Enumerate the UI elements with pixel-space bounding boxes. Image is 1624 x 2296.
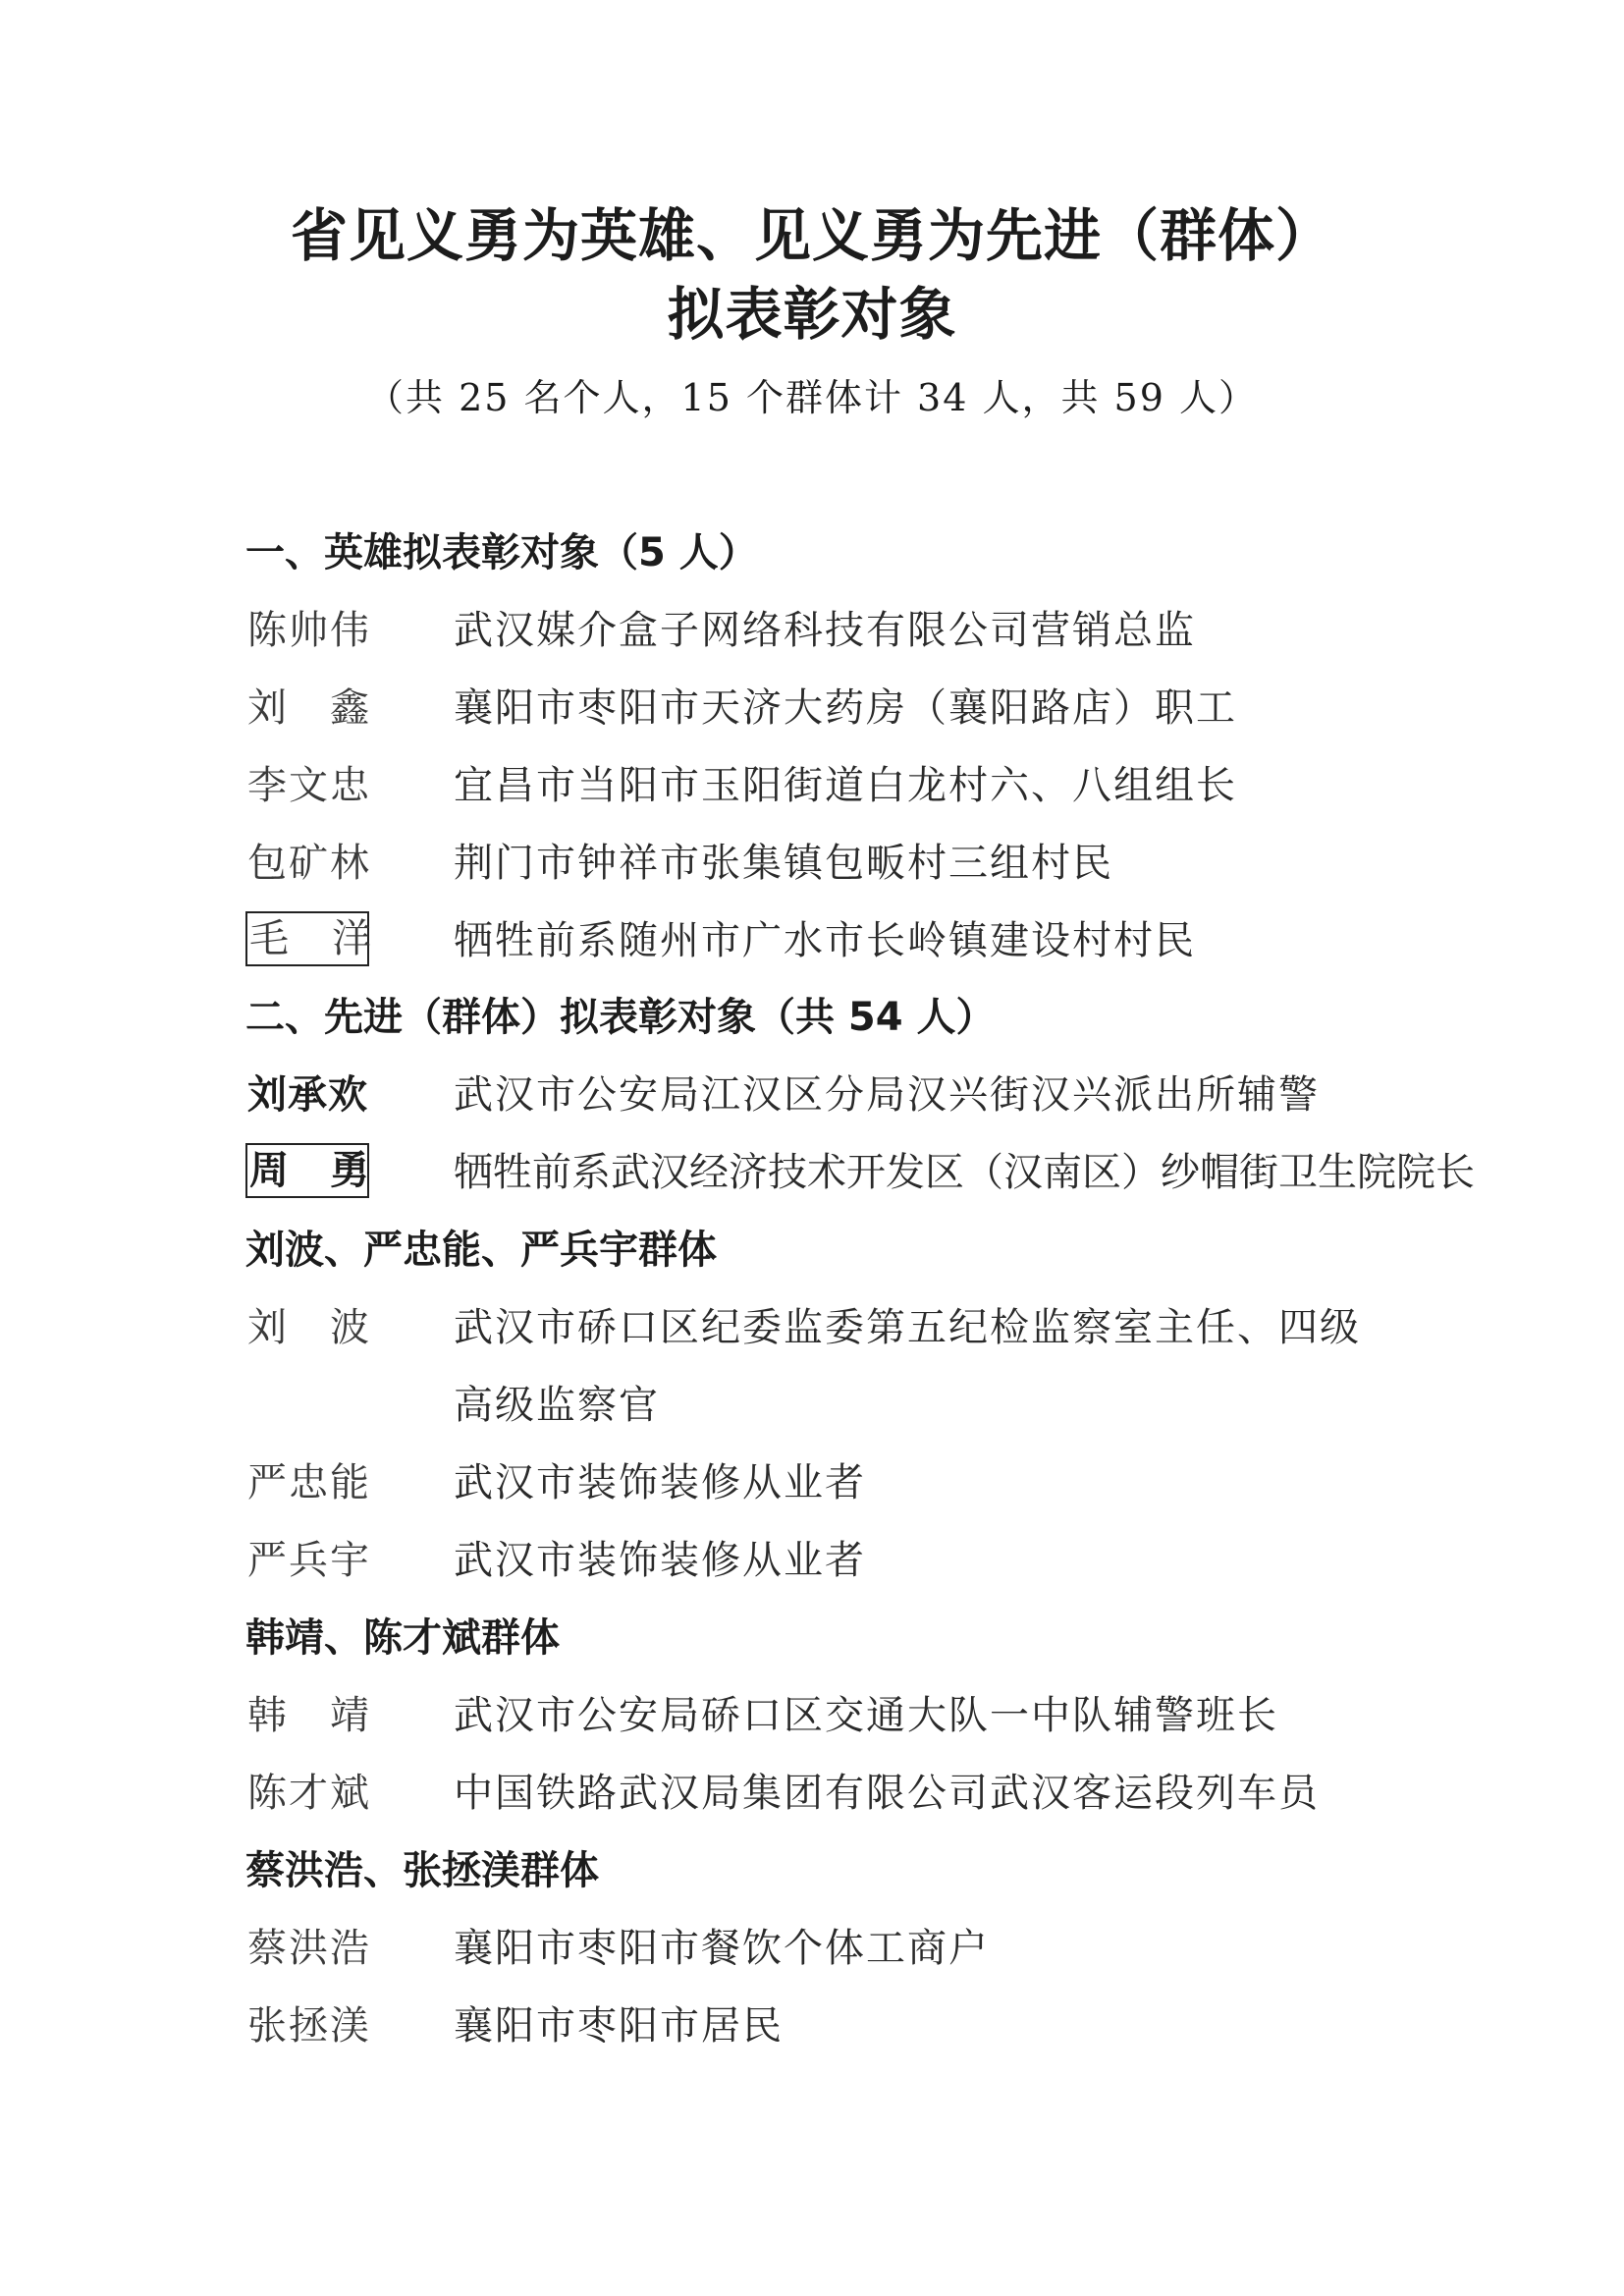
person-name: 严兵宇	[247, 1538, 371, 1583]
person-description: 武汉市公安局江汉区分局汉兴街汉兴派出所辅警	[454, 1072, 1320, 1118]
person-name: 严忠能	[247, 1460, 371, 1505]
person-name: 陈帅伟	[247, 608, 371, 653]
group-title: 韩靖、陈才斌群体	[245, 1615, 560, 1661]
person-description: 牺牲前系随州市广水市长岭镇建设村村民	[454, 918, 1196, 963]
person-description: 中国铁路武汉局集团有限公司武汉客运段列车员	[454, 1771, 1320, 1816]
person-name-boxed: 周 勇	[245, 1143, 369, 1198]
person-name: 李文忠	[247, 763, 371, 808]
person-description: 武汉市硚口区纪委监委第五纪检监察室主任、四级	[454, 1305, 1361, 1350]
person-name: 陈才斌	[247, 1771, 371, 1816]
person-name: 蔡洪浩	[247, 1926, 371, 1971]
person-name: 刘承欢	[247, 1072, 368, 1118]
person-description: 武汉媒介盒子网络科技有限公司营销总监	[454, 608, 1196, 653]
person-description: 襄阳市枣阳市居民	[454, 2003, 784, 2049]
document-title: 省见义勇为英雄、见义勇为先进（群体）	[290, 202, 1333, 269]
person-description: 荆门市钟祥市张集镇包畈村三组村民	[454, 841, 1113, 886]
person-description: 襄阳市枣阳市餐饮个体工商户	[454, 1926, 990, 1971]
person-name: 刘 鑫	[247, 685, 371, 731]
person-description: 武汉市公安局硚口区交通大队一中队辅警班长	[454, 1693, 1278, 1738]
person-description-continued: 高级监察官	[454, 1383, 660, 1428]
person-name: 张拯渼	[247, 2003, 371, 2049]
group-title: 蔡洪浩、张拯渼群体	[245, 1848, 599, 1893]
person-description: 襄阳市枣阳市天济大药房（襄阳路店）职工	[454, 685, 1237, 731]
person-name: 刘 波	[247, 1305, 371, 1350]
section-heading-advanced: 二、先进（群体）拟表彰对象（共 54 人）	[245, 995, 996, 1040]
person-name: 韩 靖	[247, 1693, 371, 1738]
person-description: 牺牲前系武汉经济技术开发区（汉南区）纱帽街卫生院院长	[454, 1150, 1475, 1195]
section-heading-heroes: 一、英雄拟表彰对象（5 人）	[245, 530, 758, 575]
person-description: 武汉市装饰装修从业者	[454, 1460, 866, 1505]
document-subtitle: （共 25 名个人，15 个群体计 34 人，共 59 人）	[366, 376, 1258, 419]
person-name-boxed: 毛 洋	[245, 911, 369, 966]
person-description: 武汉市装饰装修从业者	[454, 1538, 866, 1583]
document-title-line2: 拟表彰对象	[667, 281, 957, 348]
person-description: 宜昌市当阳市玉阳街道白龙村六、八组组长	[454, 763, 1237, 808]
group-title: 刘波、严忠能、严兵宇群体	[245, 1228, 717, 1273]
person-name: 包矿林	[247, 841, 371, 886]
